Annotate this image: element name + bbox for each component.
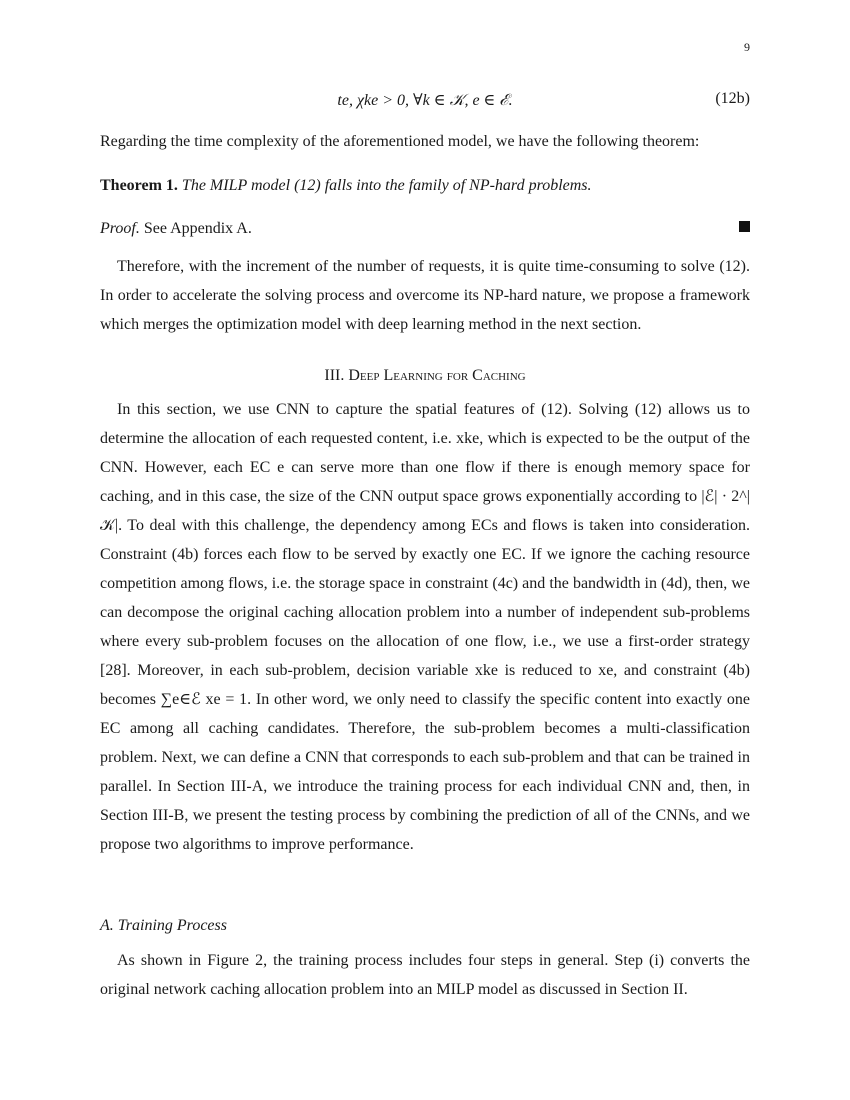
intro-paragraph: Regarding the time complexity of the aforementioned model, we have the following theorem: (100, 133, 700, 150)
page-number: 9 (744, 40, 750, 54)
proof-label: Proof. (100, 220, 140, 237)
equation-label: (12b) (715, 90, 750, 107)
theorem (100, 171, 750, 200)
qed-square-icon (739, 221, 750, 232)
theorem-label: Theorem 1. (100, 177, 178, 194)
paragraph-training: As shown in Figure 2, the training process includes four steps in general. Step (i) converts the original network caching allocation problem into an MILP model as discussed in Section II. (100, 952, 750, 998)
section-number: III. (324, 367, 345, 384)
equation-12b (100, 90, 750, 112)
subsection-heading: A. Training Process (100, 917, 227, 934)
proof-text: See Appendix A. (143, 220, 252, 237)
section-title: Deep Learning for Caching (348, 367, 526, 384)
paragraph-therefore: Therefore, with the increment of the number of requests, it is quite time-consuming to solve (12). In order to accelerate the solving process and overcome its NP-hard nature, we propose a framework which merges the optimization model with deep learning method in the next section. (100, 258, 750, 333)
paragraph-section-intro: In this section, we use CNN to capture the spatial features of (12). Solving (12) allows us to determine the allocation of each requested content, i.e. xke, which is expected to be the output of the CNN. However, each EC e can serve more than one flow if there is enough memory space for caching, and in this case, the size of the CNN output space grows exponentially according to |ℰ| · 2^|𝒦|. To deal with this challenge, the dependency among ECs and flows is taken into consideration. Constraint (4b) forces each flow to be served by exactly one EC. If we ignore the caching resource competition among flows, i.e. the storage space in constraint (4c) and the bandwidth in (4d), then, we can decompose the original caching allocation problem into a number of independent sub-problems where every sub-problem focuses on the allocation of one flow, i.e., we use a first-order strategy [28]. Moreover, in each sub-problem, decision variable xke is reduced to xe, and constraint (4b) becomes ∑e∈ℰ xe = 1. In other word, we only need to classify the specific content into exactly one EC among all caching candidates. Therefore, the sub-problem becomes a multi-classification problem. Next, we can define a CNN that corresponds to each sub-problem and that can be trained in parallel. In Section III-A, we introduce the training process for each individual CNN and, then, in Section III-B, we present the testing process by combining the prediction of all of the CNNs, and we propose two algorithms to improve performance. (100, 401, 750, 853)
section-heading (100, 364, 750, 388)
theorem-body: The MILP model (12) falls into the family of NP-hard problems. (181, 177, 592, 194)
proof (100, 214, 750, 243)
equation-expression: te, χke > 0, ∀k ∈ 𝒦, e ∈ ℰ. (337, 92, 513, 109)
